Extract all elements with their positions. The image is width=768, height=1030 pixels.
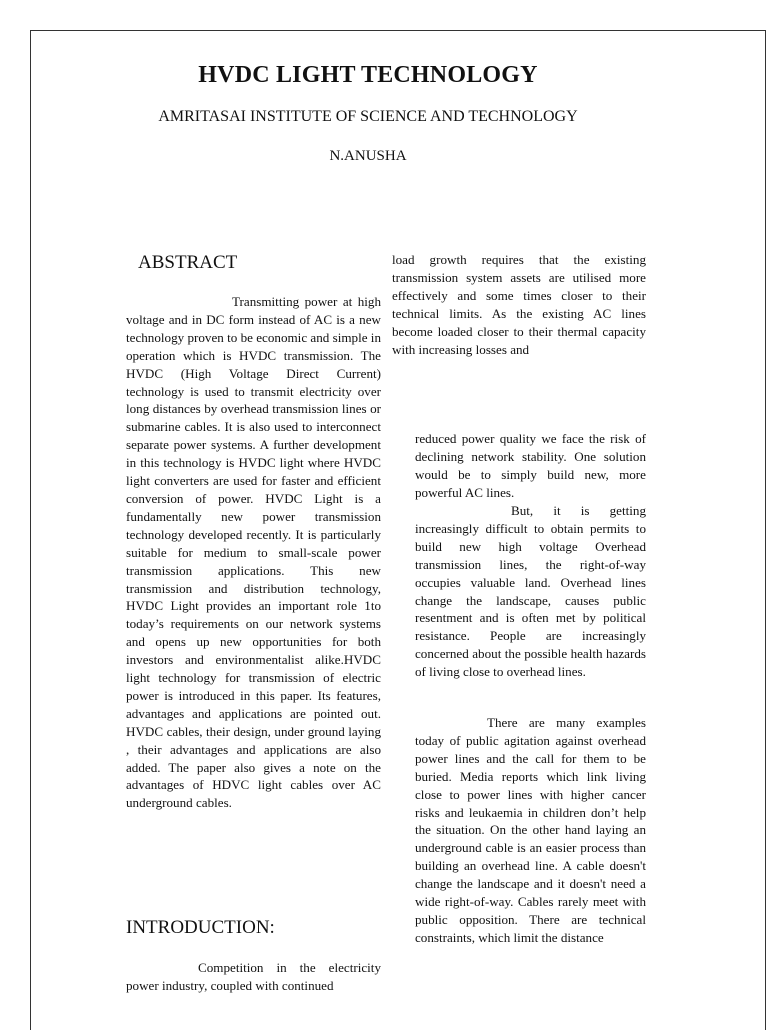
page-title: HVDC LIGHT TECHNOLOGY <box>198 62 538 88</box>
abstract-text <box>126 293 381 812</box>
abstract-body: Transmitting power at high voltage and in DC form instead of AC is a new technology proven to be economic and simple in operation which is HVDC transmission. The HVDC (High Voltage Direct Current) technology is used to transmit electricity over long distances by overhead transmission lines or submarine cables. It is also used to interconnect separate power systems. A further development in this technology is HVDC light where HVDC light converters are used for faster and efficient conversion of power. HVDC Light is a fundamentally new power transmission technology developed recently. It is particularly suitable for medium to small-scale power transmission applications. This new transmission and distribution technology, HVDC Light provides an important role 1to today’s requirements on our network systems and opens up new opportunities for both investors and environmentalist alike.HVDC light technology for transmission of electric power is introduced in this paper. Its features, advantages and applications are pointed out. HVDC cables, their design, under ground laying , their advantages and applications are also added. The paper also gives a note on the advantages of HDVC light cables over AC underground cables. <box>126 294 381 811</box>
author-name: N.ANUSHA <box>329 148 407 164</box>
introduction-text <box>126 959 381 995</box>
right-paragraph-3 <box>415 502 646 681</box>
right-paragraph-1: load growth requires that the existing transmission system assets are utilised more effectively and some times closer to their technical limits. As the existing AC lines become loaded closer to their thermal capacity with increasing losses and <box>392 252 646 357</box>
introduction-body: Competition in the electricity power industry, coupled with continued <box>126 960 381 993</box>
right-paragraph-3-body: But, it is getting increasingly difficult to obtain permits to build new high voltage Overhead transmission lines, the right-of-way occupies valuable land. Overhead lines change the landscape, causes public resentment and is often met by political resistance. People are increasingly concerned about the possible health hazards of living close to overhead lines. <box>415 503 646 680</box>
right-paragraph-2: reduced power quality we face the risk of declining network stability. One solution would be to simply build new, more powerful AC lines. <box>415 431 646 500</box>
introduction-heading: INTRODUCTION: <box>126 917 275 938</box>
right-paragraph-4-body: There are many examples today of public agitation against overhead power lines and the call for them to be buried. Media reports which link living close to power lines with higher cancer risks and leukaemia in children don’t help the situation. On the other hand laying an underground cable is an easier process than building an overhead line. A cable doesn't change the landscape and it doesn't need a wide right-of-way. Cables rarely meet with public opposition. There are technical constraints, which limit the distance <box>415 715 646 945</box>
abstract-heading: ABSTRACT <box>138 252 238 273</box>
institute-name: AMRITASAI INSTITUTE OF SCIENCE AND TECHNOLOGY <box>158 108 578 125</box>
right-paragraph-4 <box>415 714 646 947</box>
